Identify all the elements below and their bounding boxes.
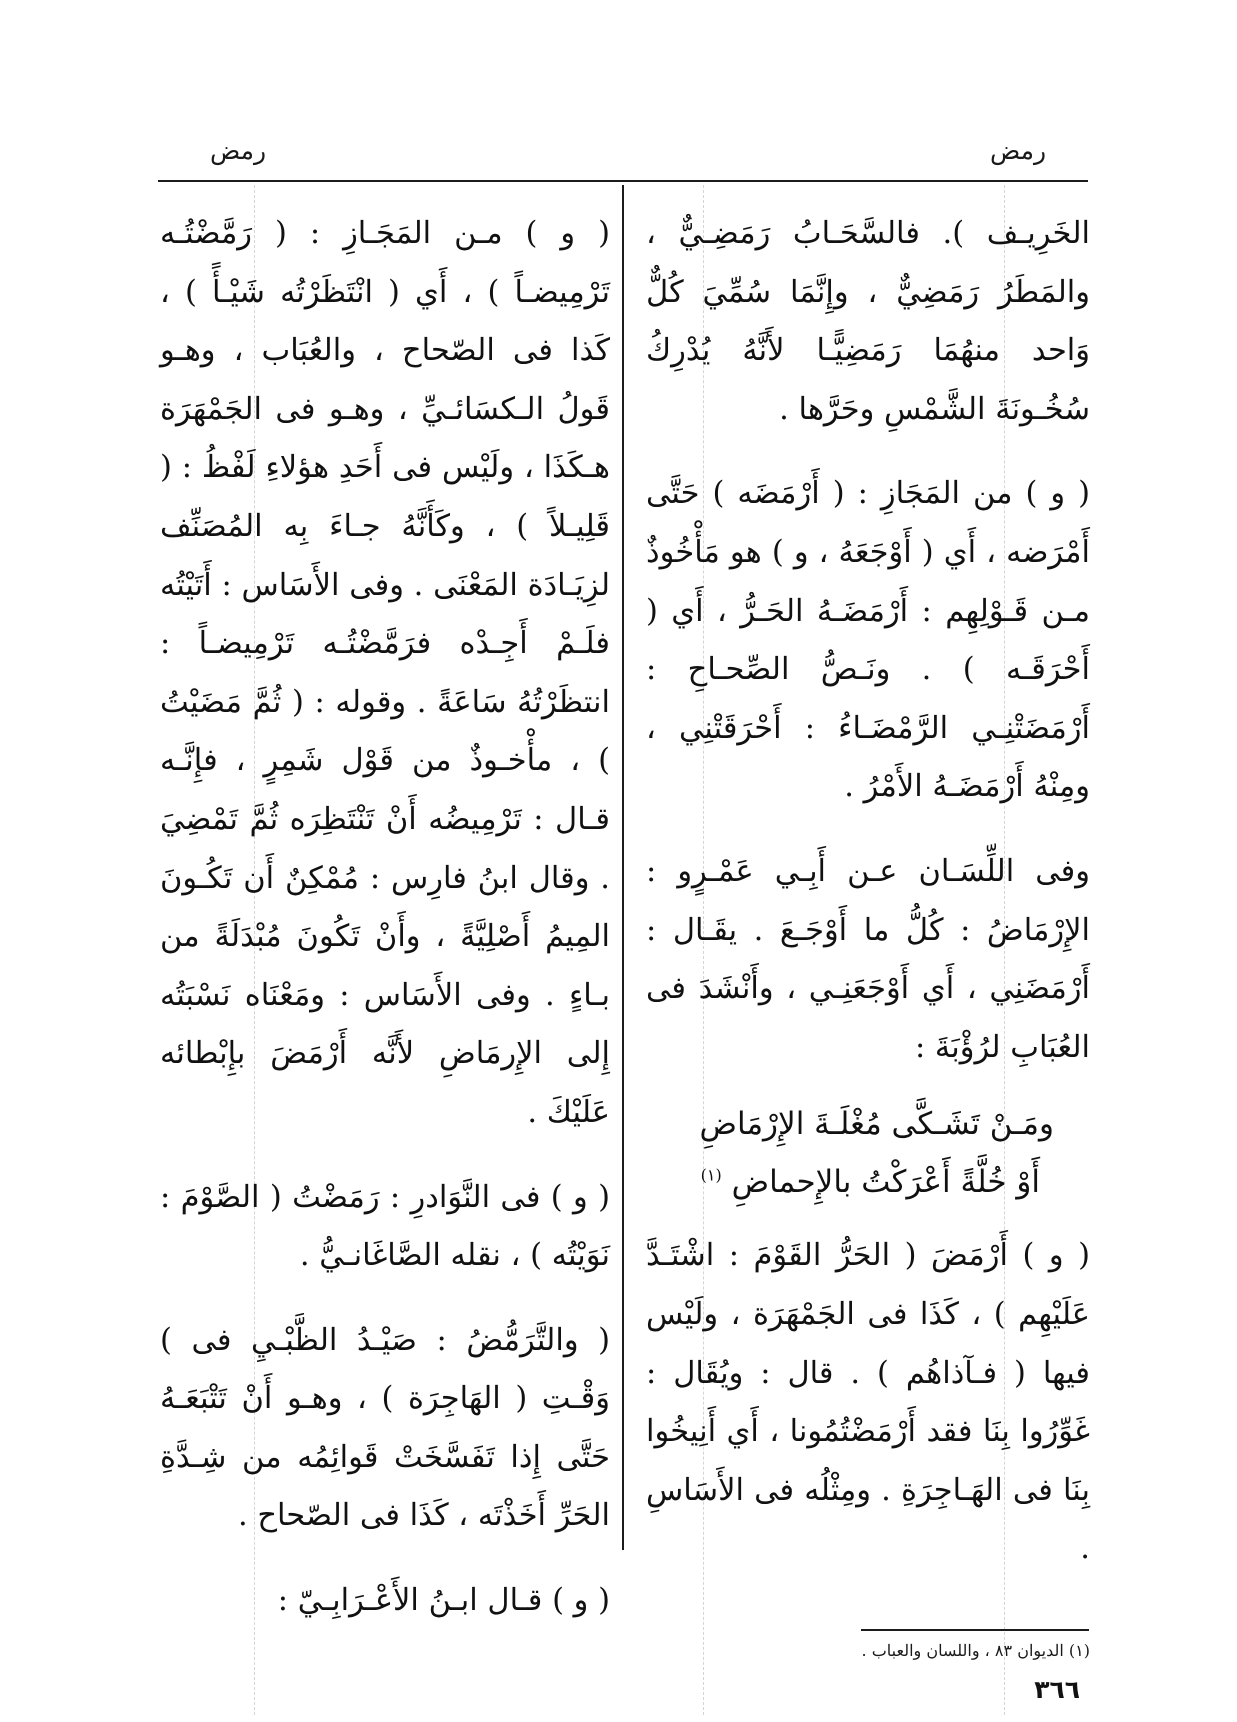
page-number: ٣٦٦ xyxy=(1034,1675,1080,1704)
footnote-rule xyxy=(861,1629,1089,1631)
right-paragraph-2: ( و ) من المَجَازِ : ( أَرْمَضَه ) حَتَّى أَمْرَضه ، أَي ( أَوْجَعَهُ ، و ) هو مَأْخُوذٌ مـن قَـوْلِهِم : أَرْمَضَـهُ الحَـرُّ ، أَي ( أَحْرَقَـه ) . ونَـصُّ الصِّحـاحِ : أَرْمَضَتْنِـي الرَّمْضَـاءُ : أَحْرَقَتْنِي ، ومِنْهُ أَرْمَضَـهُ الأَمْرُ . xyxy=(646,476,1090,805)
footnote: (١) الديوان ٨٣ ، واللسان والعباب . xyxy=(861,1641,1090,1660)
left-paragraph-3: ( والتَّرَمُّضُ : صَيْـدُ الظَّبْـيِ فى ) وَقْـتِ ( الهَاجِرَة ) ، وهـو أَنْ تَتْبَعَـهُ حَتَّى إِذا تَفَسَّخَتْ قَوائِمُه من شِـدَّةِ الحَرِّ أَخَذْتَه ، كَذَا فى الصّحاح . xyxy=(160,1322,610,1534)
verse xyxy=(646,1095,1090,1211)
right-paragraph-4: ( و ) أَرْمَضَ ( الحَرُّ القَوْمَ : اشْتَـدَّ عَلَيْهِم ) ، كَذَا فى الجَمْهَرَة ، ولَيْس فيها ( فـآذاهُم ) . قال : ويُقَال : غَوِّرُوا بِنَا فقد أَرْمَضْتُمُونا ، أَي أَنِيخُوا بِنَا فى الهَـاجِرَةِ . ومِثْلُه فى الأَسَاسِ . xyxy=(646,1238,1090,1567)
right-paragraph-3: وفى اللِّسَـان عـن أَبِـي عَمْـرٍو : الإِرْمَاضُ : كُلُّ ما أَوْجَـعَ . يقَـال : أَرْمَضَنِي ، أَي أَوْجَعَنِـي ، وأَنْشَدَ فى العُبَابِ لرُؤْبَةَ : xyxy=(646,853,1090,1065)
running-head-right: رمض xyxy=(990,136,1047,165)
right-column xyxy=(646,205,1090,1605)
left-paragraph-1: ( و ) مـن المَجَـازِ : ( رَمَّضْتُـه تَرْمِيضـاً ) ، أَي ( انْتَظَرْتُه شَيْـأً ) ، كَذا فى الصّحاح ، والعُبَاب ، وهـو قَولُ الـكسَائـيِّ ، وهـو فى الجَمْهَرَة هـكَذَا ، ولَيْس فى أَحَدِ هؤلاءِ لَفْظُ : ( قَلِيـلاً ) ، وكَأَنَّهُ جـاءَ بِه المُصَنِّف لزِيَـادَة المَعْنَى . وفى الأَسَاس : أَتَيْتُه فلَـمْ أَجِـدْه فرَمَّضْتُـه تَرْمِيضـاً : انتظَرْتُهُ سَاعَةً . وقوله : ( ثُمَّ مَضَيْتُ ) ، مأْخـوذٌ من قَوْل شَمِرٍ ، فإِنَّـه قـال : تَرْمِيضُه أَنْ تَنْتَظِرَه ثُمَّ تَمْضِيَ . وقال ابنُ فارِس : مُمْكِنٌ أَن تَكُـونَ المِيمُ أَصْلِيَّةً ، وأَنْ تَكُونَ مُبْدَلَةً من بـاءٍ . وفى الأَسَاس : ومَعْنَاه نَسْبَتُه إِلى الإِرمَاضِ لأَنَّه أَرْمَضَ بإِبْطائه عَلَيْكَ . xyxy=(160,216,610,1130)
right-paragraph-1: الخَرِيـف ). فالسَّحَـابُ رَمَضِـيٌّ ، والمَطَرُ رَمَضِيٌّ ، وإِنَّمَا سُمِّيَ كُلٌّ وَاحد منهُمَا رَمَضِيًّـا لأَنَّهُ يُدْرِكُ سُخُـونَةَ الشَّمْسِ وحَرَّها . xyxy=(646,216,1090,427)
running-head-left: رمض xyxy=(210,136,267,165)
verse-line-1: ومَـنْ تَشَـكَّى مُغْلَـةَ الإِرْمَاضِ xyxy=(699,1106,1054,1143)
header-rule xyxy=(158,180,1088,182)
footnote-marker: (١) xyxy=(700,1165,722,1185)
left-column xyxy=(160,205,610,1657)
left-paragraph-4: ( و ) قـال ابـنُ الأَعْـرَابِـيّ : xyxy=(277,1583,610,1619)
verse-line-2-wrap xyxy=(646,1153,1054,1211)
left-paragraph-2: ( و ) فى النَّوَادرِ : رَمَضْتُ ( الصَّوْمَ : نَوَيْتُه ) ، نقله الصَّاغَانـيُّ . xyxy=(160,1179,610,1274)
column-divider xyxy=(622,185,624,1550)
verse-line-2: أَوْ خُلَّةً أَعْرَكْتُ بالإِحماضِ xyxy=(731,1164,1040,1201)
